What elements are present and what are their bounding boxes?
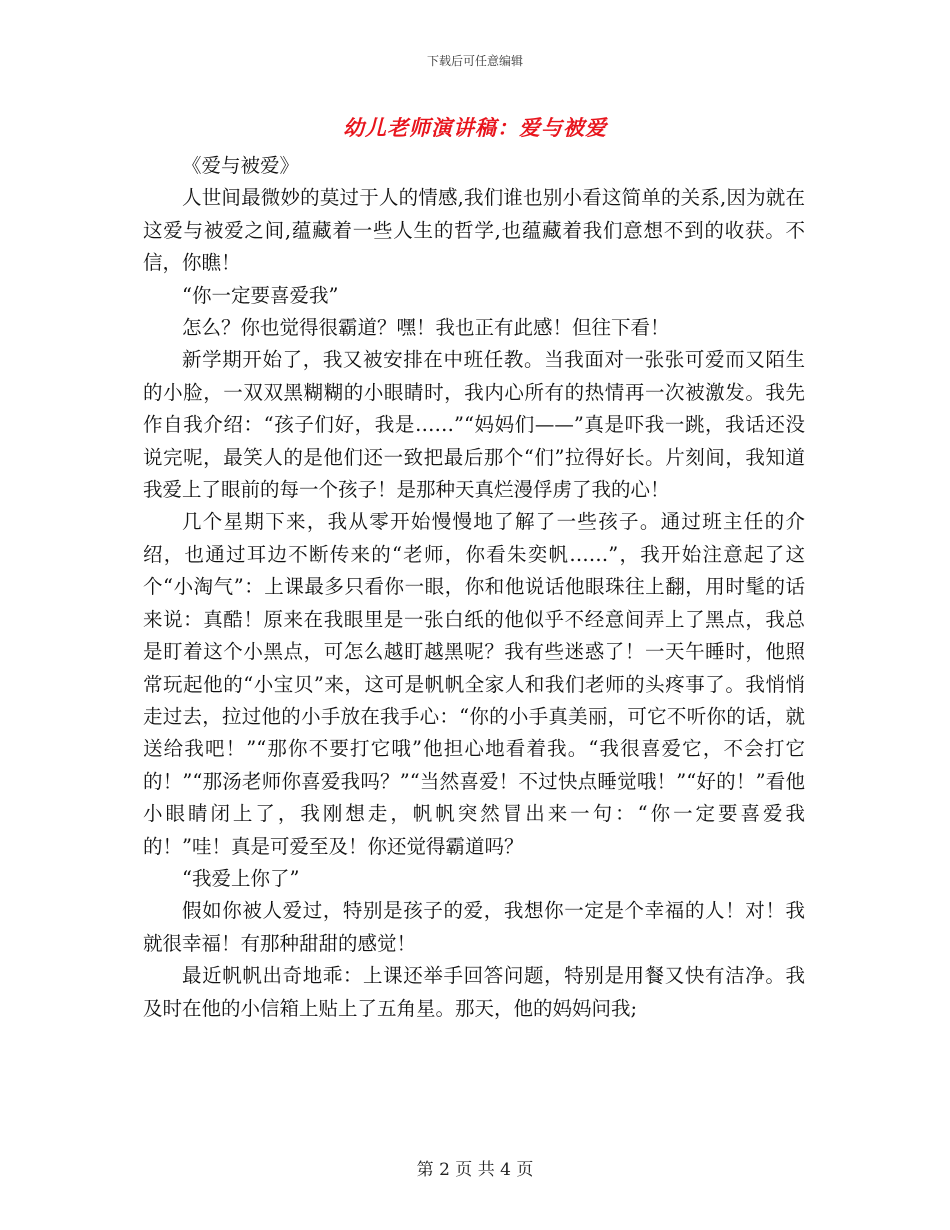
document-body [143,150,805,1025]
paragraph-intro: 人世间最微妙的莫过于人的情感,我们谁也别小看这简单的关系,因为就在这爱与被爱之间,蕴藏着一些人生的哲学,也蕴藏着我们意想不到的收获。不信，你瞧！ [143,186,805,275]
page-header-note: 下载后可任意编辑 [426,54,523,68]
paragraph: 怎么？你也觉得很霸道？嘿！我也正有此感！但往下看！ [182,316,670,340]
document-title: 幼儿老师演讲稿：爱与被爱 [343,116,607,140]
paragraph: 几个星期下来，我从零开始慢慢地了解了一些孩子。通过班主任的介绍，也通过耳边不断传来的“老师，你看朱奕帆……”，我开始注意起了这个“小淘气”：上课最多只看你一眼，你和他说话他眼珠往上翻，用时髦的话来说：真酷！原来在我眼里是一张白纸的他似乎不经意间弄上了黑点，我总是盯着这个小黑点，可怎么越盯越黑呢？我有些迷惑了！一天午睡时，他照常玩起他的“小宝贝”来，这可是帆帆全家人和我们老师的头疼事了。我悄悄走过去，拉过他的小手放在我手心：“你的小手真美丽，可它不听你的话，就送给我吧！”“那你不要打它哦”他担心地看着我。“我很喜爱它，不会打它的！”“那汤老师你喜爱我吗？”“当然喜爱！不过快点睡觉哦！”“好的！”看他小眼睛闭上了，我刚想走，帆帆突然冒出来一句：“你一定要喜爱我的！”哇！真是可爱至及！你还觉得霸道吗？ [143,510,805,858]
paragraph: 最近帆帆出奇地乖：上课还举手回答问题，特别是用餐又快有洁净。我及时在他的小信箱上贴上了五角星。那天，他的妈妈问我; [143,964,805,1020]
paragraph-subtitle: 《爱与被爱》 [182,154,300,177]
paragraph: 假如你被人爱过，特别是孩子的爱，我想你一定是个幸福的人！对！我就很幸福！有那种甜甜的感觉！ [143,899,805,955]
paragraph-heading-1: “你一定要喜爱我” [182,283,339,307]
paragraph-heading-2: “我爱上你了” [182,866,300,890]
paragraph: 新学期开始了，我又被安排在中班任教。当我面对一张张可爱而又陌生的小脸，一双双黑糊糊的小眼睛时，我内心所有的热情再一次被激发。我先作自我介绍：“孩子们好，我是……”“妈妈们——”真是吓我一跳，我话还没说完呢，最笑人的是他们还一致把最后那个“们”拉得好长。片刻间，我知道我爱上了眼前的每一个孩子！是那种天真烂漫俘虏了我的心！ [143,348,805,502]
page-number: 第 2 页 共 4 页 [416,1160,534,1180]
